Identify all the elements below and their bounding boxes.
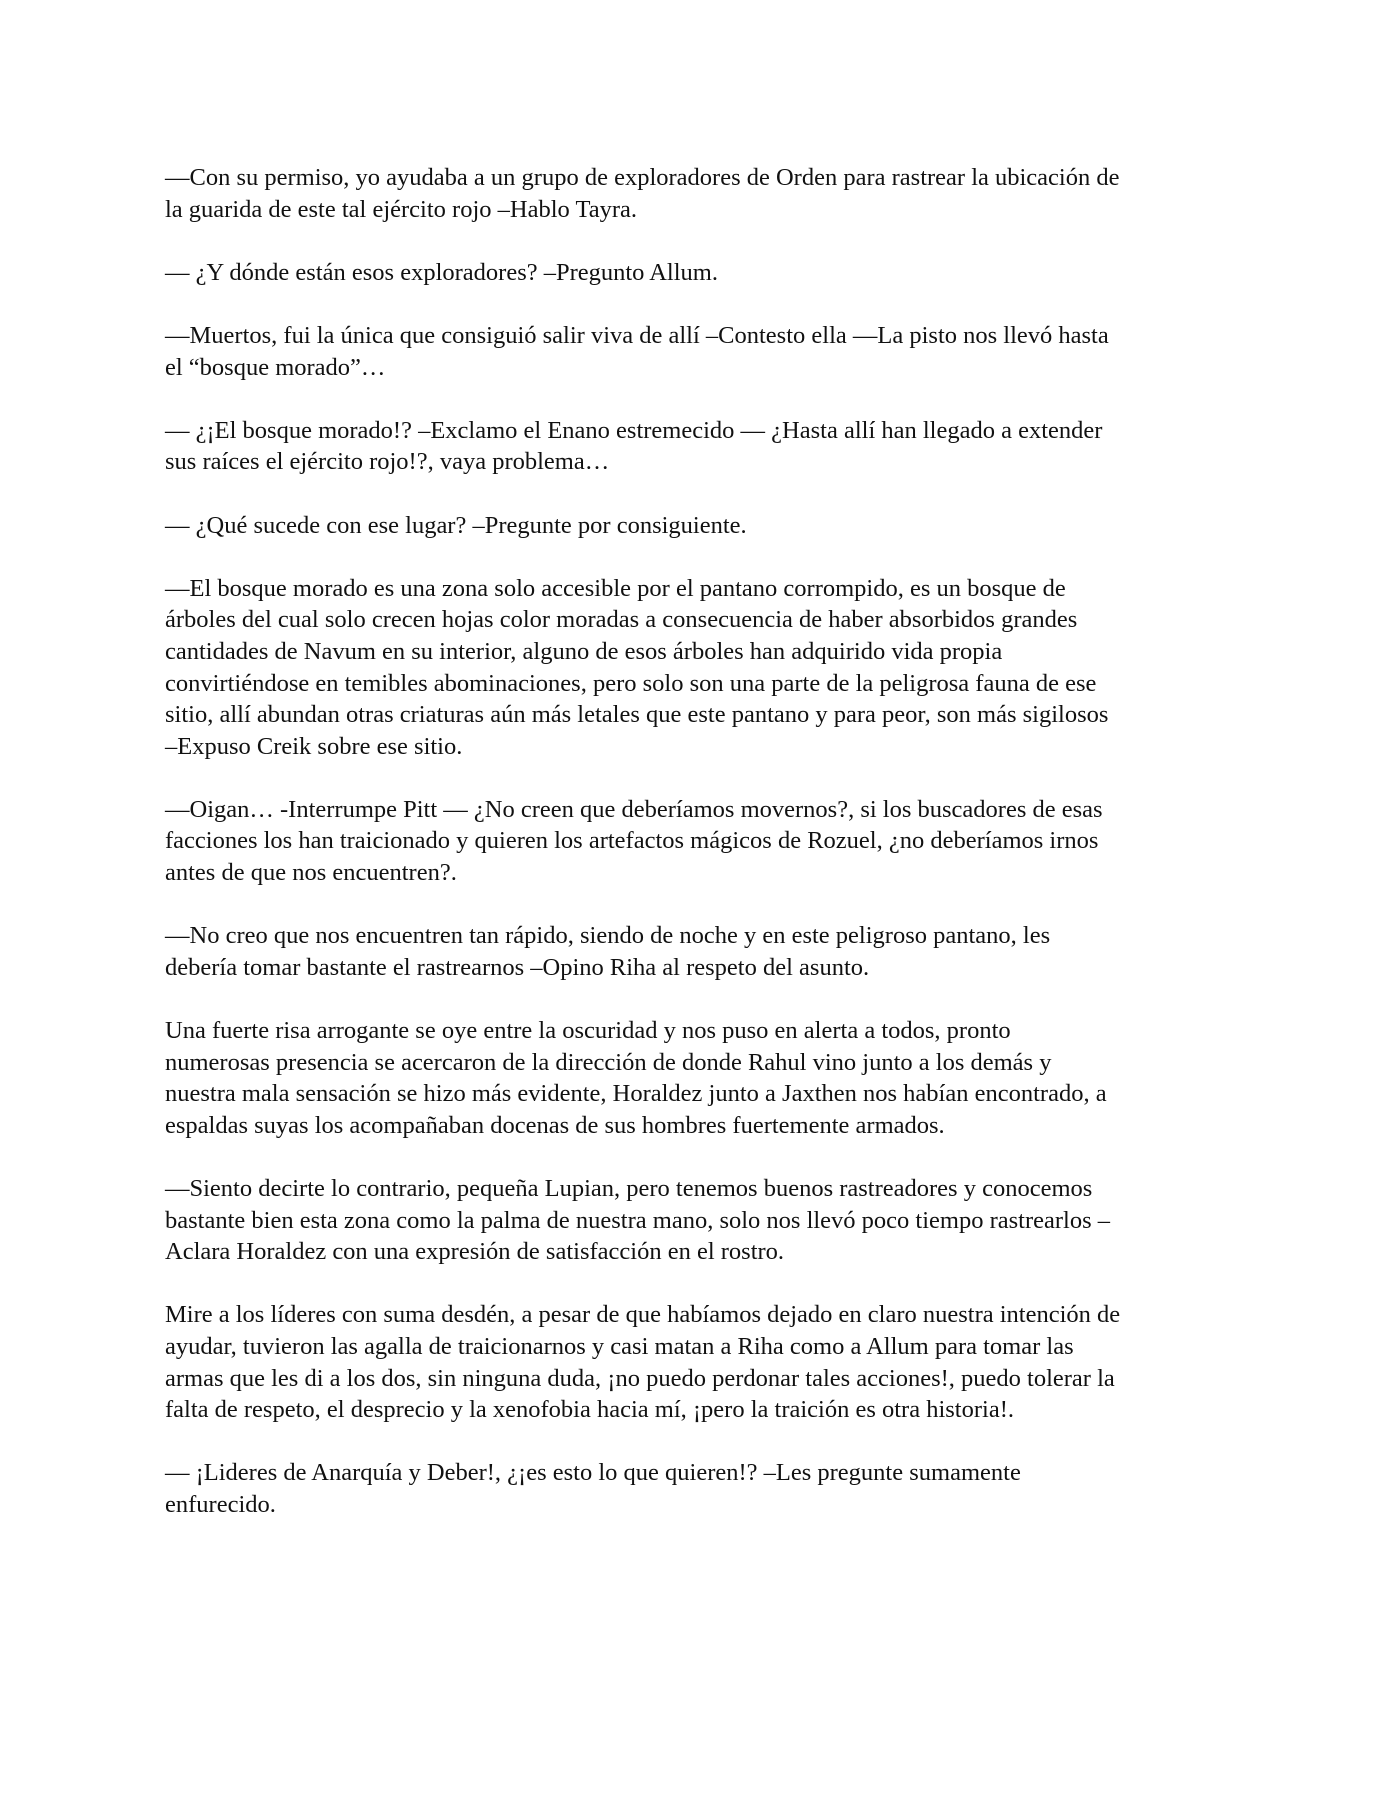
paragraph: —Siento decirte lo contrario, pequeña Lupian, pero tenemos buenos rastreadores y conocemos bastante bien esta zona como la palma de nuestra mano, solo nos llevó poco tiempo rastrearlos – Aclara Horaldez con una expresión de satisfacción en el rostro. (165, 1175, 1111, 1266)
paragraph: —No creo que nos encuentren tan rápido, siendo de noche y en este peligroso pantano, les debería tomar bastante el rastrearnos –Opino Riha al respeto del asunto. (165, 922, 1051, 981)
paragraph: —Con su permiso, yo ayudaba a un grupo de exploradores de Orden para rastrear la ubicación de la guarida de este tal ejército rojo –Hablo Tayra. (165, 164, 1120, 223)
paragraph: — ¿Qué sucede con ese lugar? –Pregunte por consiguiente. (165, 511, 747, 539)
paragraph: —El bosque morado es una zona solo accesible por el pantano corrompido, es un bosque de árboles del cual solo crecen hojas color moradas a consecuencia de haber absorbidos grandes cantidades de Navum en su interior, alguno de esos árboles han adquirido vida propia convirtiéndose en temibles abominaciones, pero solo son una parte de la peligrosa fauna de ese sitio, allí abundan otras criaturas aún más letales que este pantano y para peor, son más sigilosos –Expuso Creik sobre ese sitio. (165, 574, 1109, 760)
paragraph: —Muertos, fui la única que consiguió salir viva de allí –Contesto ella —La pisto nos llevó hasta el “bosque morado”… (165, 321, 1109, 381)
paragraph: — ¡Lideres de Anarquía y Deber!, ¿¡es esto lo que quieren!? –Les pregunte sumamente enfurecido. (165, 1459, 1021, 1518)
paragraph: Mire a los líderes con suma desdén, a pesar de que habíamos dejado en claro nuestra intención de ayudar, tuvieron las agalla de traicionarnos y casi matan a Riha como a Allum para tomar las armas que les di a los dos, sin ninguna duda, ¡no puedo perdonar tales acciones!, puedo tolerar la falta de respeto, el desprecio y la xenofobia hacia mí, ¡pero la traición es otra historia!. (165, 1301, 1121, 1424)
paragraph: —Oigan… -Interrumpe Pitt — ¿No creen que deberíamos movernos?, si los buscadores de esas facciones los han traicionado y quieren los artefactos mágicos de Rozuel, ¿no deberíamos irnos antes de que nos encuentren?. (165, 795, 1103, 887)
paragraph: Una fuerte risa arrogante se oye entre la oscuridad y nos puso en alerta a todos, pronto numerosas presencia se acercaron de la dirección de donde Rahul vino junto a los demás y nuestra mala sensación se hizo más evidente, Horaldez junto a Jaxthen nos habían encontrado, a espaldas suyas los acompañaban docenas de sus hombres fuertemente armados. (165, 1017, 1107, 1139)
paragraph: — ¿¡El bosque morado!? –Exclamo el Enano estremecido — ¿Hasta allí han llegado a extender sus raíces el ejército rojo!?, vaya problema… (165, 416, 1103, 476)
paragraph: — ¿Y dónde están esos exploradores? –Pregunto Allum. (165, 258, 718, 286)
document-body (165, 162, 1240, 1552)
